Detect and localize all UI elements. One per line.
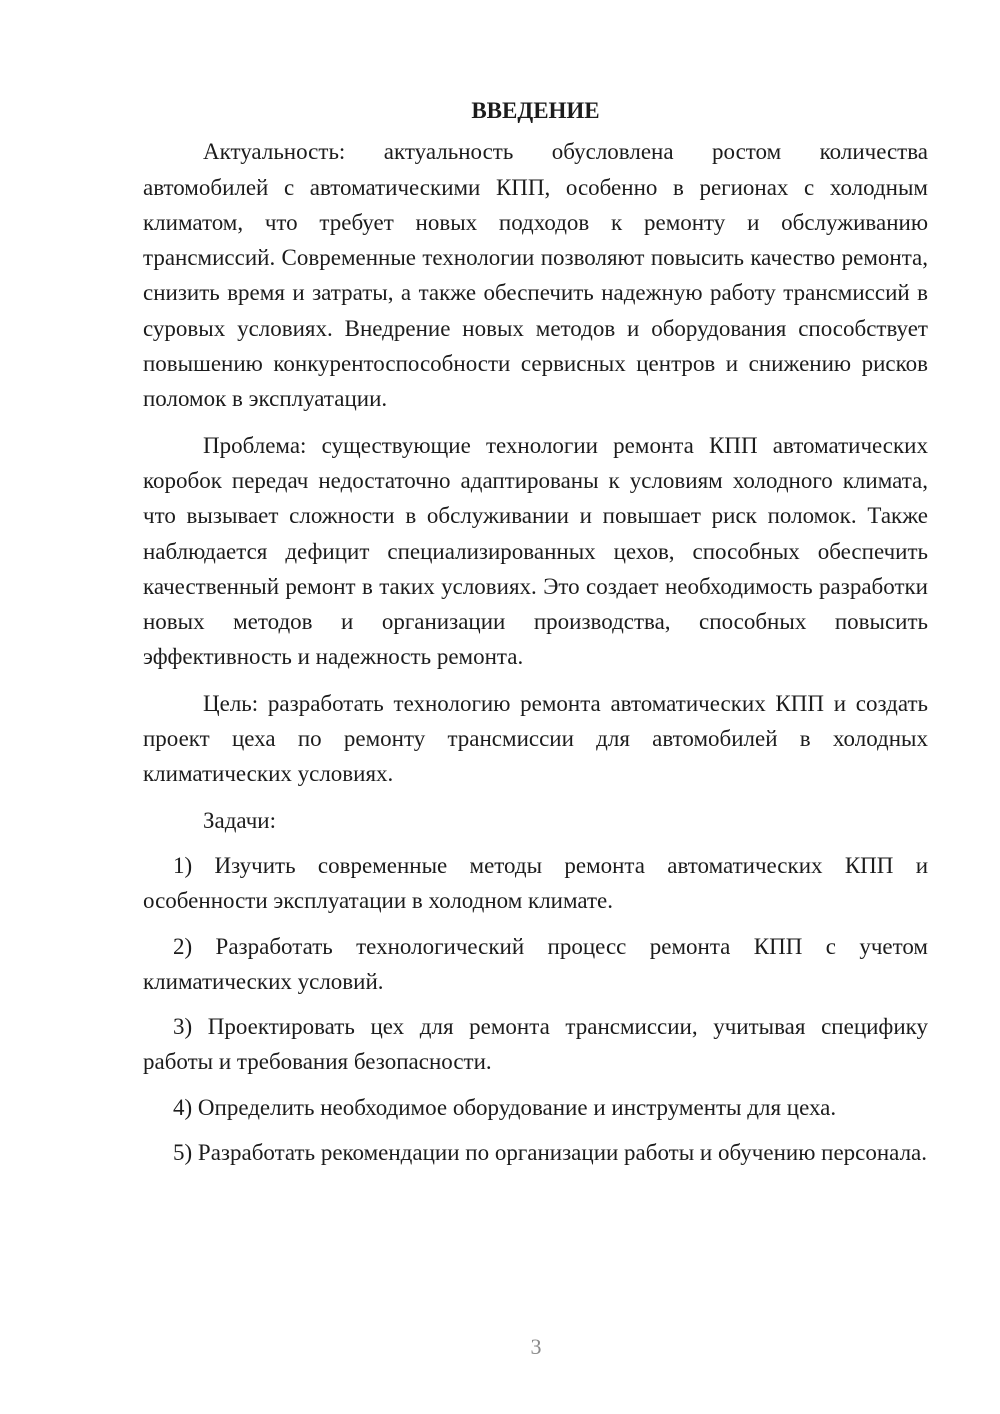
- section-title: ВВЕДЕНИЕ: [471, 98, 600, 123]
- paragraph-relevance: Актуальность: актуальность обусловлена ростом количества автомобилей с автоматическими КПП, особенно в регионах с холодным климатом, что требует новых подходов к ремонту и обслуживанию трансмиссий. Современные технологии позволяют повысить качество ремонта, снизить время и затраты, а также обеспечить надежную работу трансмиссий в суровых условиях. Внедрение новых методов и оборудования способствует повышению конкурентоспособности сервисных центров и снижению рисков поломок в эксплуатации.: [143, 139, 928, 412]
- task-item-3: 3) Проектировать цех для ремонта трансмиссии, учитывая специфику работы и требования безопасности.: [143, 1014, 928, 1075]
- paragraph-goal: Цель: разработать технологию ремонта автоматических КПП и создать проект цеха по ремонту трансмиссии для автомобилей в холодных климатических условиях.: [143, 690, 928, 787]
- task-item-2: 2) Разработать технологический процесс ремонта КПП с учетом климатических условий.: [143, 933, 928, 994]
- task-item-5: 5) Разработать рекомендации по организации работы и обучению персонала.: [173, 1140, 928, 1166]
- page-number: 3: [530, 1334, 542, 1359]
- page-content: [143, 93, 928, 1180]
- task-item-1: 1) Изучить современные методы ремонта автоматических КПП и особенности эксплуатации в холодном климате.: [143, 852, 928, 914]
- task-item-4: 4) Определить необходимое оборудование и инструменты для цеха.: [173, 1094, 837, 1120]
- paragraph-problem: Проблема: существующие технологии ремонта КПП автоматических коробок передач недостаточно адаптированы к условиям холодного климата, что вызывает сложности в обслуживании и повышает риск поломок. Также наблюдается дефицит специализированных цехов, способных обеспечить качественный ремонт в таких условиях. Это создает необходимость разработки новых методов и организации производства, способных повысить эффективность и надежность ремонта.: [143, 432, 928, 670]
- tasks-label: Задачи:: [203, 807, 276, 833]
